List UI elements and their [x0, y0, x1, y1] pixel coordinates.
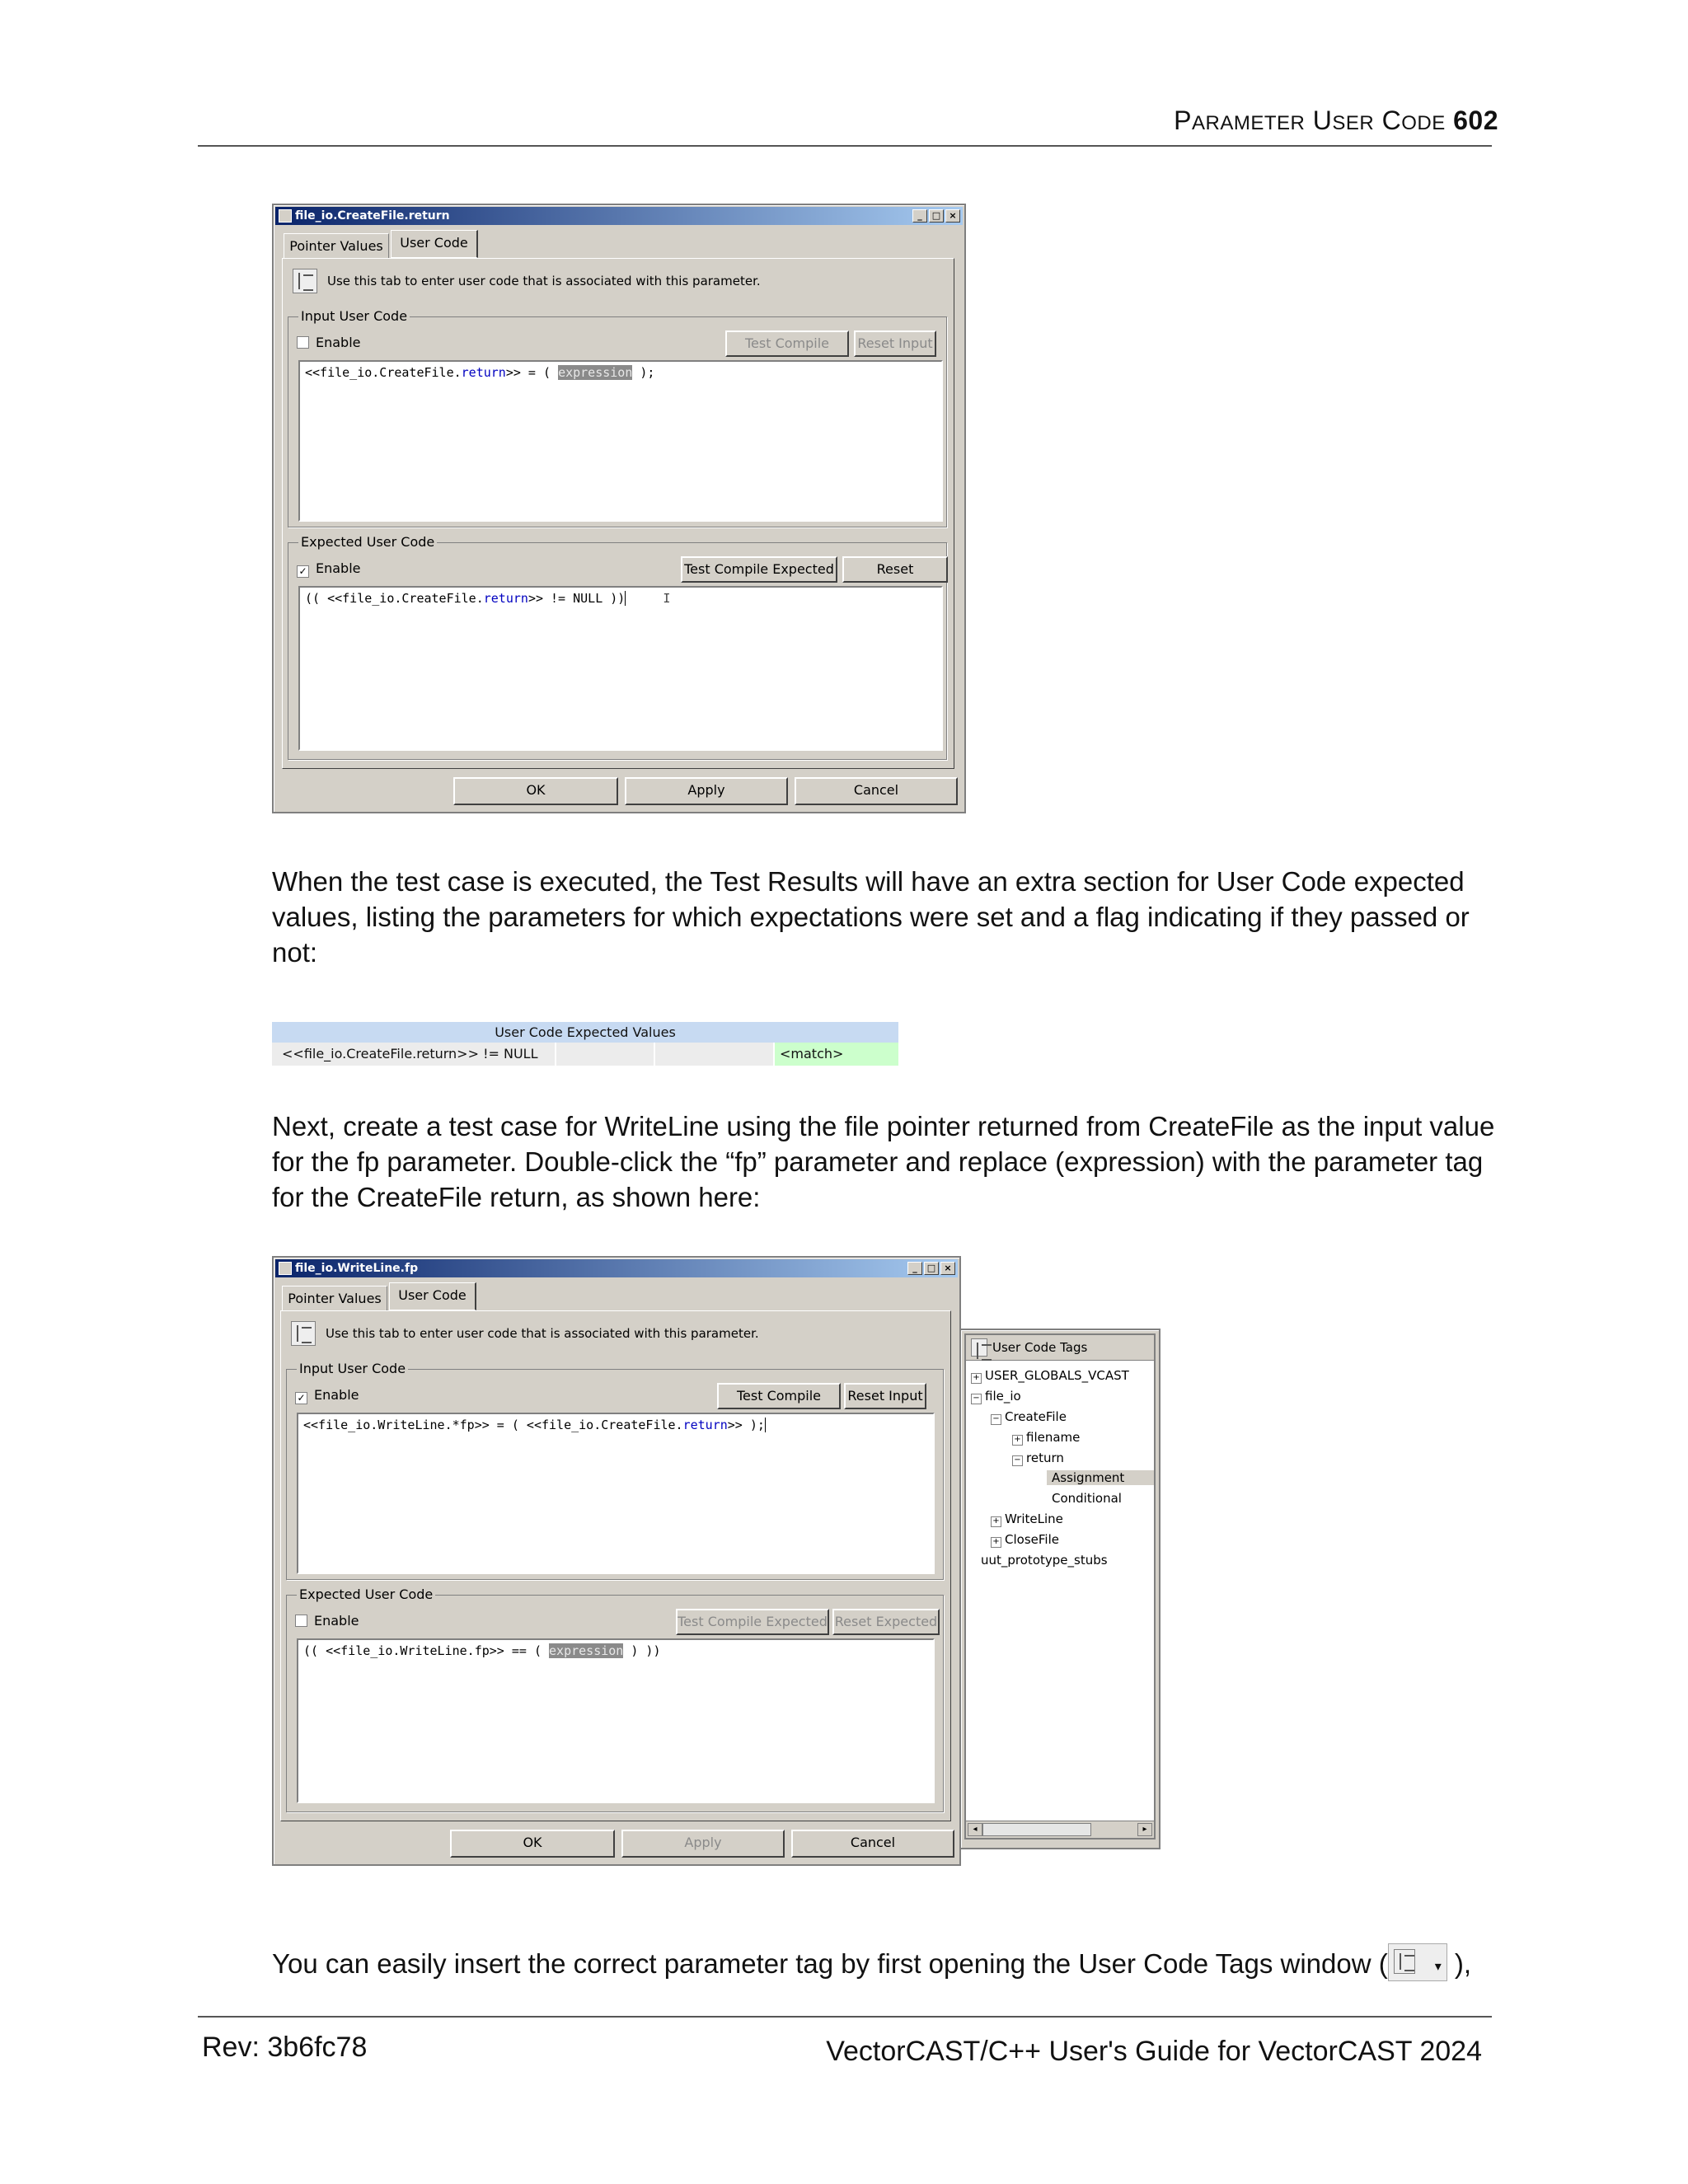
input-enable-checkbox[interactable]: [297, 335, 361, 350]
row-status-match: <match>: [775, 1043, 898, 1066]
ok-button[interactable]: OK: [450, 1830, 615, 1858]
footer-guide-title: VectorCAST/C++ User's Guide for VectorCAST 2024: [826, 2036, 1482, 2067]
tree-node-uut-prototype-stubs[interactable]: uut_prototype_stubs: [981, 1553, 1108, 1568]
window-icon: [279, 1262, 292, 1275]
cancel-button[interactable]: Cancel: [795, 777, 958, 805]
footer-rule: [198, 2016, 1492, 2018]
expected-user-code-label: Expected User Code: [298, 534, 437, 550]
footer-revision: Rev: 3b6fc78: [202, 2032, 368, 2063]
page-header-title: [1174, 105, 1498, 136]
paragraph-next-test-case: Next, create a test case for WriteLine using the file pointer returned from CreateFile as the input value for the fp parameter. Double-click the “fp” parameter and replace (expression) with the parameter tag for the CreateFile return, as shown here:: [272, 1111, 1495, 1212]
tree-node-return[interactable]: − return: [1012, 1451, 1064, 1466]
table-heading: User Code Expected Values: [272, 1022, 898, 1043]
input-enable-label: Enable: [316, 335, 361, 350]
input-enable-checkbox[interactable]: [295, 1388, 359, 1404]
user-code-panel: [280, 1310, 951, 1821]
paragraph-test-results: When the test case is executed, the Test Results will have an extra section for User Code expected values, listing the parameters for which expectations were set and a flag indicating if they passed or not:: [272, 866, 1470, 968]
reset-input-button[interactable]: Reset Input: [844, 1383, 926, 1409]
info-text: Use this tab to enter user code that is associated with this parameter.: [327, 274, 761, 288]
reset-expected-button[interactable]: Reset: [842, 556, 948, 583]
expected-user-code-label: Expected User Code: [297, 1586, 435, 1602]
test-compile-expected-button[interactable]: Test Compile Expected: [676, 1609, 829, 1635]
user-code-tags-button-icon: ▾: [1388, 1943, 1447, 1981]
row-empty-cell-1: [556, 1043, 655, 1066]
tree-node-conditional[interactable]: Conditional: [1052, 1491, 1122, 1506]
window-icon: [279, 209, 292, 223]
page-number: 602: [1453, 105, 1498, 135]
maximize-button[interactable]: □: [924, 1262, 939, 1275]
input-enable-label: Enable: [314, 1387, 359, 1403]
apply-button[interactable]: Apply: [625, 777, 788, 805]
paragraph-insert-tag-start: You can easily insert the correct parameter tag by first opening the User Code Tags window (: [272, 1948, 1388, 1979]
checkbox-box: ✓: [297, 565, 309, 578]
maximize-button[interactable]: □: [929, 209, 944, 223]
input-user-code-label: Input User Code: [298, 308, 410, 324]
cancel-button[interactable]: Cancel: [791, 1830, 954, 1858]
row-empty-cell-2: [655, 1043, 775, 1066]
expected-enable-checkbox[interactable]: [295, 1614, 359, 1629]
table-row: [272, 1043, 898, 1066]
input-user-code-group: [286, 1361, 944, 1580]
expected-code-editor[interactable]: (( <<file_io.WriteLine.fp>> == ( expression ) )): [297, 1638, 935, 1803]
header-word-3: CODE: [1381, 105, 1446, 135]
input-code-editor[interactable]: <<file_io.WriteLine.*fp>> = ( <<file_io.CreateFile.return>> );: [297, 1413, 935, 1574]
paragraph-insert-tag-end: ),: [1447, 1948, 1472, 1979]
dialog-title: file_io.CreateFile.return: [295, 209, 450, 223]
tree-node-assignment[interactable]: Assignment: [1047, 1470, 1154, 1485]
reset-expected-button[interactable]: Reset Expected: [832, 1609, 940, 1635]
minimize-button[interactable]: _: [907, 1262, 922, 1275]
horizontal-scrollbar[interactable]: [966, 1821, 1154, 1838]
tree-node-file-io[interactable]: − file_io: [971, 1389, 1021, 1404]
header-word-1: PARAMETER: [1174, 105, 1306, 135]
header-rule: [198, 145, 1492, 147]
tree-node-writeline[interactable]: + WriteLine: [991, 1511, 1063, 1527]
ok-button[interactable]: OK: [453, 777, 618, 805]
tab-pointer-values[interactable]: Pointer Values: [282, 1286, 387, 1310]
dialog-titlebar: [275, 207, 963, 225]
user-code-panel: [282, 258, 954, 769]
dialog-createfile-return: [272, 204, 966, 813]
checkbox-box: ✓: [295, 1392, 307, 1404]
expected-enable-label: Enable: [314, 1613, 359, 1629]
user-code-tags-icon: [291, 1321, 316, 1346]
user-code-tags-tree: [964, 1333, 1156, 1840]
tree-node-createfile[interactable]: − CreateFile: [991, 1409, 1067, 1425]
user-code-expected-values-table: [272, 1022, 898, 1066]
scroll-left-icon[interactable]: ◂: [968, 1823, 982, 1836]
expected-enable-checkbox[interactable]: [297, 561, 361, 578]
tree-icon: [971, 1338, 987, 1357]
user-code-tags-window: [959, 1329, 1160, 1849]
test-compile-input-button[interactable]: Test Compile: [725, 330, 849, 357]
input-code-editor[interactable]: <<file_io.CreateFile.return>> = ( expression );: [298, 360, 943, 522]
expected-user-code-group: [286, 1586, 944, 1812]
header-word-2: USER: [1312, 105, 1375, 135]
tab-pointer-values[interactable]: Pointer Values: [284, 233, 389, 258]
dialog-titlebar: [275, 1259, 958, 1277]
tags-panel-title: User Code Tags: [992, 1340, 1088, 1355]
tags-panel-header: [966, 1335, 1154, 1361]
user-code-tags-icon: [293, 269, 317, 293]
tab-user-code[interactable]: User Code: [389, 1282, 476, 1310]
input-user-code-group: [288, 308, 947, 527]
dialog-title: file_io.WriteLine.fp: [295, 1262, 419, 1275]
test-compile-expected-button[interactable]: Test Compile Expected: [681, 556, 837, 583]
checkbox-box: [295, 1615, 307, 1627]
tree-node-closefile[interactable]: + CloseFile: [991, 1532, 1059, 1548]
test-compile-input-button[interactable]: Test Compile: [717, 1383, 841, 1409]
reset-input-button[interactable]: Reset Input: [854, 330, 936, 357]
scroll-right-icon[interactable]: ▸: [1137, 1823, 1152, 1836]
minimize-button[interactable]: _: [912, 209, 927, 223]
paragraph-insert-tag: [272, 1943, 1508, 1981]
tree-node-filename[interactable]: + filename: [1012, 1430, 1080, 1446]
info-text: Use this tab to enter user code that is associated with this parameter.: [326, 1326, 759, 1341]
checkbox-box: [297, 336, 309, 349]
tree-node-user-globals[interactable]: + USER_GLOBALS_VCAST: [971, 1368, 1129, 1384]
dialog-writeline-fp: [272, 1256, 961, 1866]
close-button[interactable]: ×: [940, 1262, 955, 1275]
row-expression: <<file_io.CreateFile.return>> != NULL: [272, 1043, 556, 1066]
expected-user-code-group: [288, 534, 947, 760]
close-button[interactable]: ×: [945, 209, 960, 223]
text-cursor-icon: I: [663, 591, 671, 606]
expected-code-editor[interactable]: (( <<file_io.CreateFile.return>> != NULL )) I: [298, 586, 943, 751]
input-user-code-label: Input User Code: [297, 1361, 408, 1376]
expected-enable-label: Enable: [316, 560, 361, 576]
scroll-thumb[interactable]: [982, 1823, 1091, 1836]
apply-button[interactable]: Apply: [621, 1830, 785, 1858]
tab-user-code[interactable]: User Code: [391, 230, 478, 258]
